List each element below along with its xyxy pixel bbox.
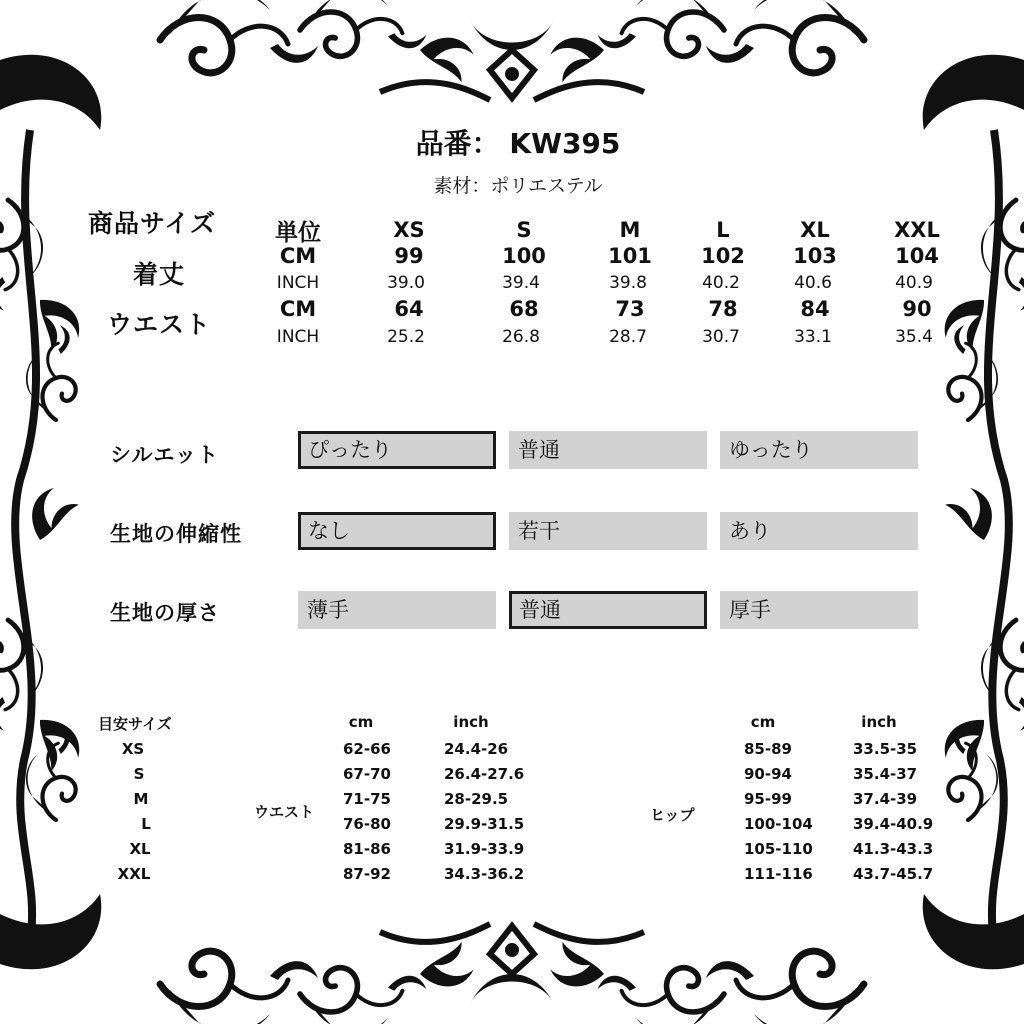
guide-size-xs: XS — [121, 740, 145, 758]
guide-waist-cm-xs: 62-66 — [343, 740, 391, 758]
option-stretch-yes: あり — [720, 512, 918, 550]
guide-waist-inch-xs: 24.4-26 — [444, 740, 509, 758]
waist-cm-s: 68 — [509, 297, 539, 321]
guide-hip-inch-xxl: 43.7-45.7 — [853, 865, 934, 883]
guide-waist-inch-xl: 31.9-33.9 — [444, 840, 525, 858]
guide-waist-inch-l: 29.9-31.5 — [444, 815, 525, 833]
guide-title: 目安サイズ — [98, 715, 172, 733]
size-header-s: S — [516, 218, 532, 242]
guide-hip-label: ヒップ — [650, 806, 695, 824]
guide-hip-inch-xl: 41.3-43.3 — [853, 840, 934, 858]
option-thickness-regular: 普通 — [509, 591, 707, 629]
length-cm-m: 101 — [608, 244, 652, 268]
guide-hip-cm-xxl: 111-116 — [744, 865, 813, 883]
size-header-xs: XS — [393, 218, 425, 242]
size-header-xl: XL — [800, 218, 830, 242]
guide-size-l: L — [141, 815, 151, 833]
waist-inch-m: 28.7 — [609, 327, 647, 347]
length-cm-l: 102 — [701, 244, 745, 268]
guide-waist-cm-xl: 81-86 — [343, 840, 391, 858]
unit-header: 単位 — [275, 220, 321, 246]
guide-waist-cm-xxl: 87-92 — [343, 865, 391, 883]
guide-waist-cm-m: 71-75 — [343, 790, 391, 808]
product-code-title — [416, 122, 621, 162]
guide-hip-cm-m: 95-99 — [744, 790, 792, 808]
guide-waist-inch-s: 26.4-27.6 — [444, 765, 525, 783]
guide-hip-cm-xs: 85-89 — [744, 740, 792, 758]
length-cm-unit: CM — [279, 244, 317, 268]
option-thickness-thin: 薄手 — [298, 591, 496, 629]
guide-waist-cm-s: 67-70 — [343, 765, 391, 783]
guide-waist-inch-header: inch — [453, 713, 489, 731]
product-code-label: 品番： — [415, 127, 500, 160]
guide-size-xl: XL — [129, 840, 151, 858]
size-table-header: 商品サイズ — [88, 209, 217, 238]
option-silhouette-fitted: ぴったり — [298, 431, 496, 469]
length-cm-s: 100 — [502, 244, 546, 268]
guide-waist-label: ウエスト — [254, 803, 315, 821]
product-code: KW395 — [509, 127, 621, 160]
waist-cm-xxl: 90 — [902, 297, 932, 321]
guide-waist-cm-l: 76-80 — [343, 815, 391, 833]
size-header-l: L — [716, 218, 730, 242]
length-cm-xs: 99 — [394, 244, 424, 268]
length-inch-xs: 39.0 — [387, 273, 425, 293]
waist-inch-xs: 25.2 — [387, 327, 425, 347]
guide-hip-cm-l: 100-104 — [744, 815, 813, 833]
guide-hip-inch-l: 39.4-40.9 — [853, 815, 934, 833]
row-label-waist: ウエスト — [106, 310, 212, 339]
length-inch-s: 39.4 — [502, 273, 540, 293]
guide-waist-inch-m: 28-29.5 — [444, 790, 509, 808]
attribute-label-stretch: 生地の伸縮性 — [110, 522, 242, 546]
material-text: 素材：ポリエステル — [433, 175, 603, 197]
waist-cm-m: 73 — [615, 297, 645, 321]
length-cm-xxl: 104 — [895, 244, 939, 268]
option-silhouette-regular: 普通 — [509, 431, 707, 469]
waist-inch-xxl: 35.4 — [895, 327, 933, 347]
length-inch-xxl: 40.9 — [895, 273, 933, 293]
waist-inch-s: 26.8 — [502, 327, 540, 347]
guide-hip-inch-xs: 33.5-35 — [853, 740, 918, 758]
length-inch-xl: 40.6 — [794, 273, 832, 293]
guide-hip-inch-s: 35.4-37 — [853, 765, 918, 783]
guide-waist-inch-xxl: 34.3-36.2 — [444, 865, 525, 883]
waist-cm-xs: 64 — [394, 297, 424, 321]
attribute-label-silhouette: シルエット — [110, 443, 220, 467]
waist-inch-unit: INCH — [276, 327, 320, 347]
waist-cm-xl: 84 — [800, 297, 830, 321]
waist-inch-l: 30.7 — [702, 327, 740, 347]
size-header-m: M — [619, 218, 641, 242]
attribute-label-thickness: 生地の厚さ — [110, 601, 220, 625]
option-thickness-thick: 厚手 — [720, 591, 918, 629]
guide-hip-cm-s: 90-94 — [744, 765, 792, 783]
length-inch-l: 40.2 — [702, 273, 740, 293]
length-inch-m: 39.8 — [609, 273, 647, 293]
guide-size-m: M — [133, 790, 149, 808]
waist-inch-xl: 33.1 — [794, 327, 832, 347]
guide-size-xxl: XXL — [117, 865, 151, 883]
guide-hip-inch-header: inch — [861, 713, 897, 731]
row-label-length: 着丈 — [132, 260, 186, 289]
length-cm-xl: 103 — [793, 244, 837, 268]
guide-hip-cm-header: cm — [750, 713, 776, 731]
guide-size-s: S — [133, 765, 145, 783]
option-silhouette-loose: ゆったり — [720, 431, 918, 469]
size-header-xxl: XXL — [894, 218, 940, 242]
guide-hip-cm-xl: 105-110 — [744, 840, 813, 858]
option-stretch-none: なし — [298, 512, 496, 550]
length-inch-unit: INCH — [276, 273, 320, 293]
guide-hip-inch-m: 37.4-39 — [853, 790, 918, 808]
waist-cm-unit: CM — [279, 297, 317, 321]
guide-waist-cm-header: cm — [348, 713, 374, 731]
waist-cm-l: 78 — [708, 297, 738, 321]
option-stretch-slight: 若干 — [509, 512, 707, 550]
